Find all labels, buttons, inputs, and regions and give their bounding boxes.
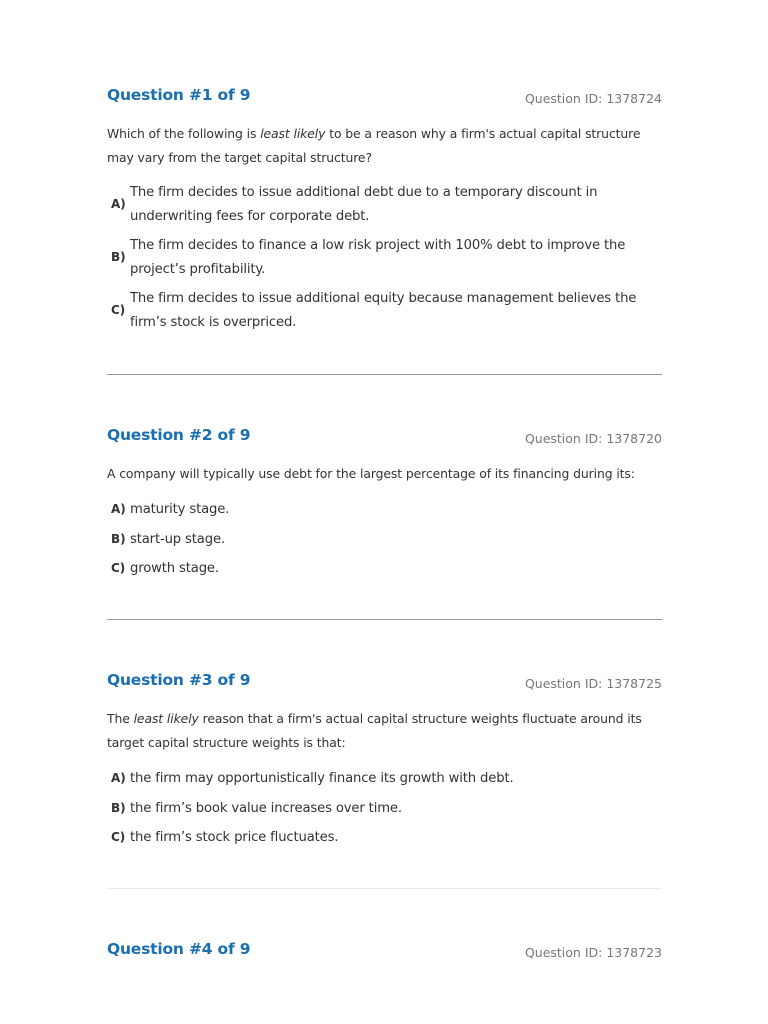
option-text: The firm decides to finance a low risk project with 100% debt to improve the project’s profitability. [130,238,626,277]
answer-option-b[interactable] [111,797,662,821]
option-letter: C) [111,561,126,575]
question-header [107,940,662,964]
answer-option-a[interactable] [111,767,662,791]
question-id: Question ID: 1378724 [524,91,662,106]
question-title: Question #2 of 9 [107,426,251,444]
question-stem [107,707,662,755]
option-letter: A) [111,502,126,516]
option-text: The firm decides to issue additional debt due to a temporary discount in underwriting fees for corporate debt. [130,185,598,224]
question-header [107,86,662,110]
question-id: Question ID: 1378723 [524,945,662,960]
question-title: Question #1 of 9 [107,86,251,104]
stem-text: The [107,711,134,726]
question-2 [107,426,662,587]
option-letter: C) [111,830,126,844]
question-stem [107,122,662,170]
stem-text: to be a reason why a firm's actual capital structure may vary from the target capital structure? [107,126,641,165]
stem-text: A company will typically use debt for the largest percentage of its financing during its: [107,466,635,481]
answer-option-a[interactable] [111,498,662,522]
question-stem [107,462,662,486]
option-letter: B) [111,531,126,546]
question-id: Question ID: 1378725 [524,676,662,691]
option-text: The firm decides to issue additional equity because management believes the firm’s stock is overpriced. [130,291,637,330]
option-text: the firm may opportunistically finance its growth with debt. [130,771,514,786]
answer-option-a[interactable] [111,181,662,228]
option-letter: B) [111,800,126,815]
answer-options [107,181,662,334]
stem-emphasis: least likely [260,126,326,141]
option-text: maturity stage. [130,502,230,517]
option-text: growth stage. [130,561,219,576]
question-title: Question #3 of 9 [107,671,251,689]
question-divider [107,374,662,375]
question-id: Question ID: 1378720 [524,431,662,446]
option-letter: C) [111,302,126,317]
question-divider [107,619,662,620]
answer-option-c[interactable] [111,557,662,581]
option-letter: A) [111,196,126,211]
question-divider [107,888,662,889]
option-letter: A) [111,771,126,785]
stem-emphasis: least likely [133,711,199,726]
question-4 [107,940,662,964]
question-3 [107,671,662,856]
option-text: the firm’s stock price fluctuates. [130,830,339,845]
answer-option-b[interactable] [111,234,662,281]
stem-text: Which of the following is [107,126,261,141]
question-title: Question #4 of 9 [107,940,251,958]
answer-option-c[interactable] [111,287,662,334]
answer-option-b[interactable] [111,528,662,552]
stem-text: reason that a firm's actual capital structure weights fluctuate around its target capital structure weights is that: [107,711,642,750]
option-text: the firm’s book value increases over time. [130,800,402,816]
option-text: start-up stage. [130,531,225,547]
question-1 [107,86,662,340]
question-header [107,426,662,450]
answer-option-c[interactable] [111,826,662,850]
answer-options [107,767,662,850]
question-header [107,671,662,695]
option-letter: B) [111,249,126,264]
answer-options [107,498,662,581]
